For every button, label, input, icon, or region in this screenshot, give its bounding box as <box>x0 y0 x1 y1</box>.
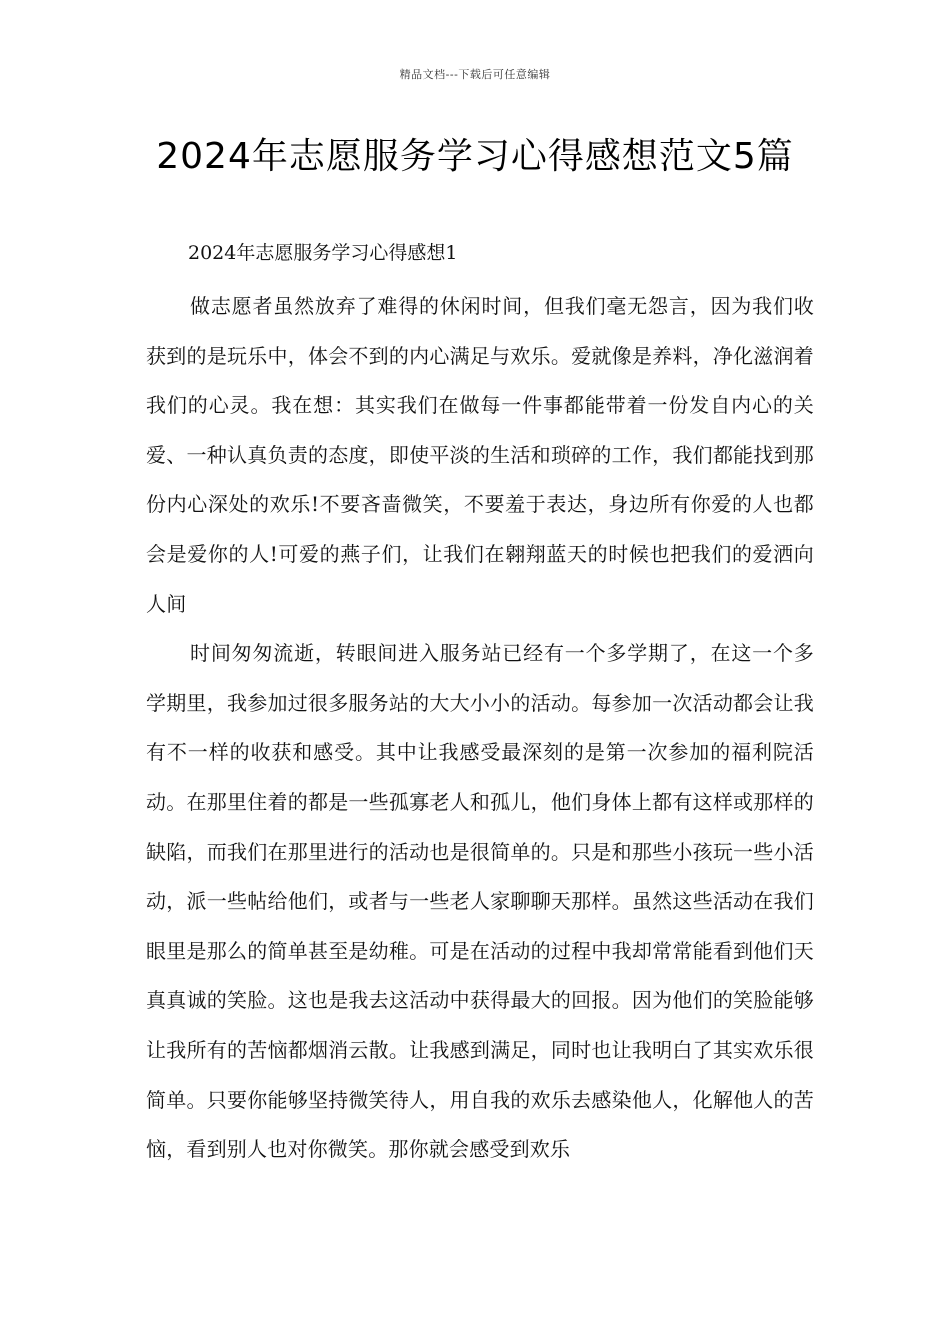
document-title: 2024年志愿服务学习心得感想范文5篇 <box>156 136 794 177</box>
section-heading: 2024年志愿服务学习心得感想1 <box>188 242 458 264</box>
header-note: 精品文档---下载后可任意编辑 <box>399 68 551 81</box>
paragraph-2: 时间匆匆流逝，转眼间进入服务站已经有一个多学期了，在这一个多学期里，我参加过很多服务站的大大小小的活动。每参加一次活动都会让我有不一样的收获和感受。其中让我感受最深刻的是第一次参加的福利院活动。在那里住着的都是一些孤寡老人和孤儿，他们身体上都有这样或那样的缺陷，而我们在那里进行的活动也是很简单的。只是和那些小孩玩一些小活动，派一些帖给他们，或者与一些老人家聊聊天那样。虽然这些活动在我们眼里是那么的简单甚至是幼稚。可是在活动的过程中我却常常能看到他们天真真诚的笑脸。这也是我去这活动中获得最大的回报。因为他们的笑脸能够让我所有的苦恼都烟消云散。让我感到满足，同时也让我明白了其实欢乐很简单。只要你能够坚持微笑待人，用自我的欢乐去感染他人，化解他人的苦恼，看到别人也对你微笑。那你就会感受到欢乐 <box>146 641 814 1162</box>
paragraph-1: 做志愿者虽然放弃了难得的休闲时间，但我们毫无怨言，因为我们收获到的是玩乐中，体会不到的内心满足与欢乐。爱就像是养料，净化滋润着我们的心灵。我在想：其实我们在做每一件事都能带着一份发自内心的关爱、一种认真负责的态度，即使平淡的生活和琐碎的工作，我们都能找到那份内心深处的欢乐!不要吝啬微笑，不要羞于表达，身边所有你爱的人也都会是爱你的人!可爱的燕子们，让我们在翱翔蓝天的时候也把我们的爱洒向人间 <box>146 294 814 616</box>
body-text <box>146 282 814 1175</box>
